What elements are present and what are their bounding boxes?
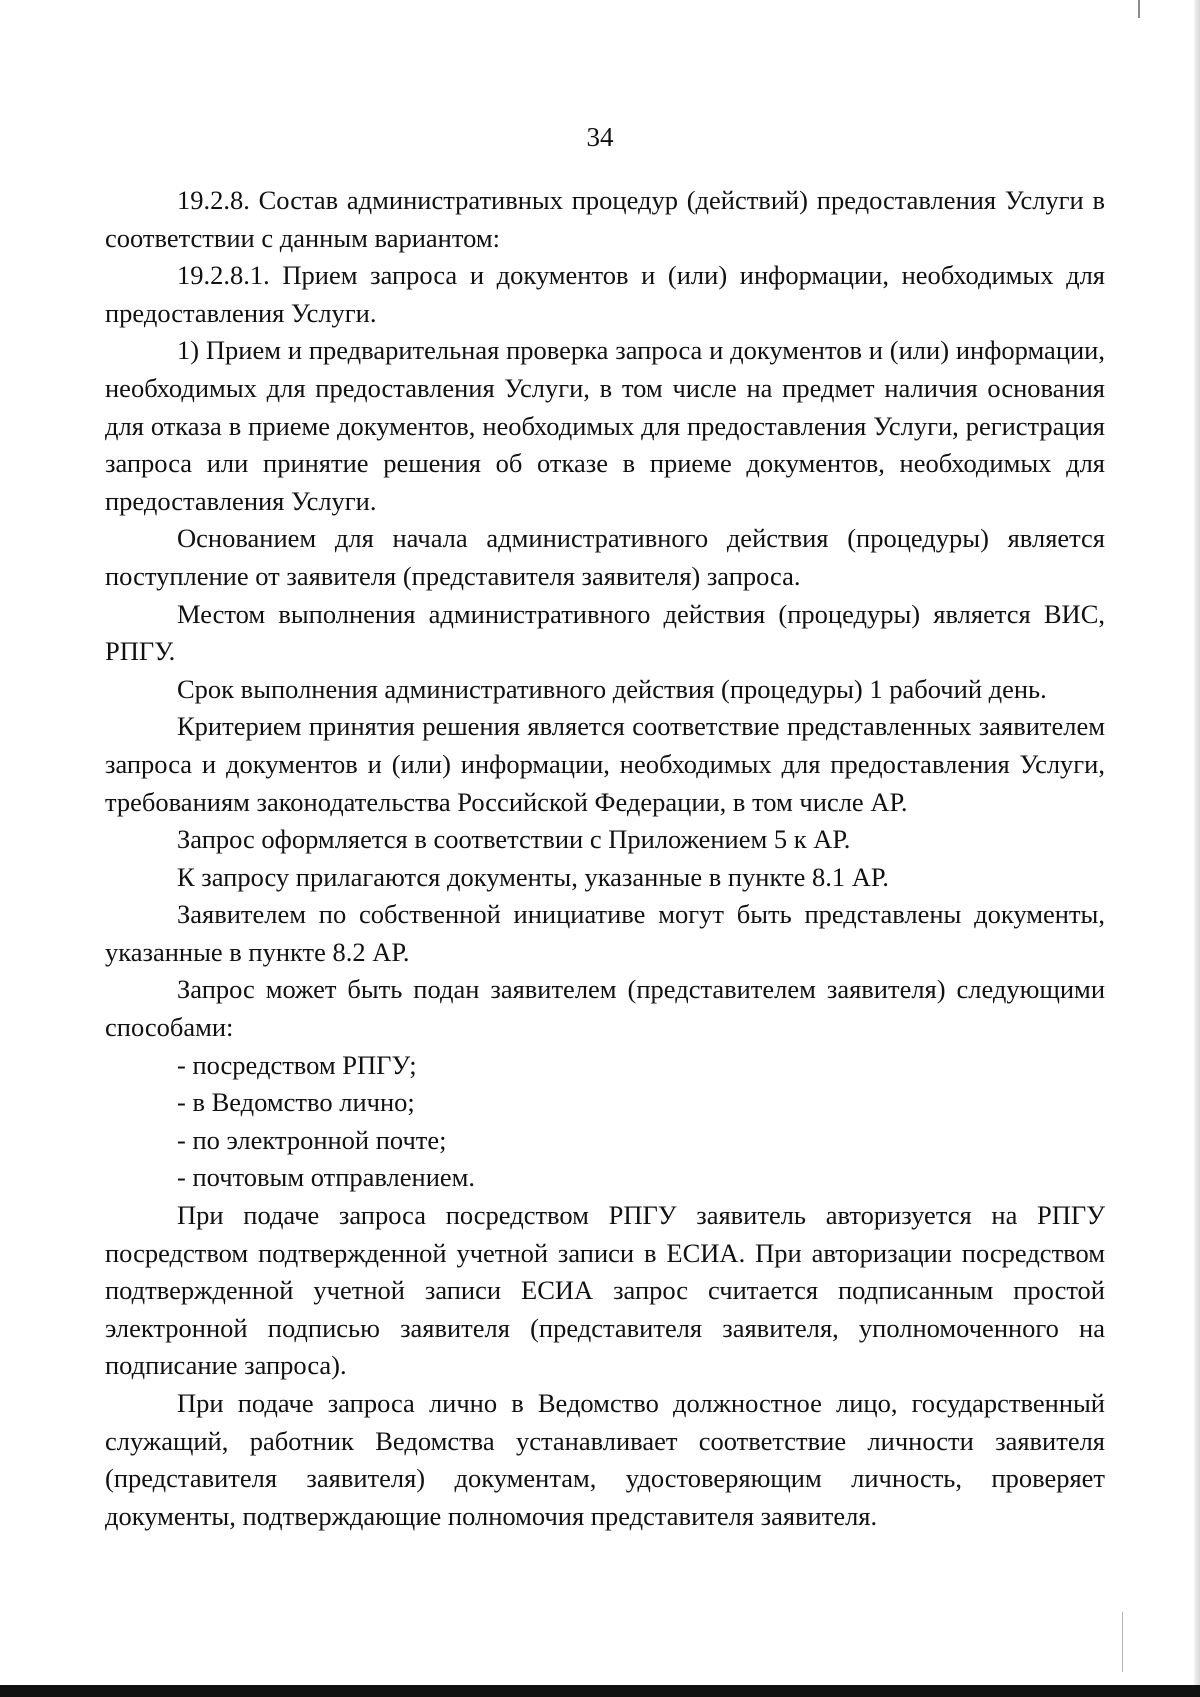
paragraph-in-person-submission: При подаче запроса лично в Ведомство должностное лицо, государственный служащий, работник Ведомства устанавливает соответствие личности заявителя (представителя заявителя) документам, удостоверяющим личность, проверяет документы, подтверждающие полномочия представителя заявителя. bbox=[105, 1388, 1105, 1531]
list-item-rpgu: - посредством РПГУ; bbox=[177, 1049, 417, 1080]
paragraph-item-1: 1) Прием и предварительная проверка запроса и документов и (или) информации, необходимых для предоставления Услуги, в том числе на предмет наличия основания для отказа в приеме документов, необходимых для предоставления Услуги, регистрация запроса или принятие решения об отказе в приеме документов, необходимых для предоставления Услуги. bbox=[105, 335, 1105, 516]
paragraph-section-heading: 19.2.8. Состав административных процедур (действий) предоставления Услуги в соответствии с данным вариантом: bbox=[105, 185, 1105, 253]
paragraph-place: Местом выполнения административного действия (процедуры) является ВИС, РПГУ. bbox=[105, 598, 1105, 667]
paragraph-own-initiative: Заявителем по собственной инициативе могут быть представлены документы, указанные в пункте 8.2 АР. bbox=[105, 899, 1105, 967]
paragraph-criterion: Критерием принятия решения является соответствие представленных заявителем запроса и документов и (или) информации, необходимых для предоставления Услуги, требованиям законодательства Российской Федерации, в том числе АР. bbox=[105, 711, 1105, 817]
list-item-in-person: - в Ведомство лично; bbox=[177, 1087, 415, 1118]
page-number: 34 bbox=[586, 122, 614, 152]
list-item-email: - по электронной почте; bbox=[177, 1124, 447, 1155]
scan-artifact-top bbox=[1138, 0, 1140, 18]
paragraph-submission-methods: Запрос может быть подан заявителем (представителем заявителя) следующими способами: bbox=[105, 974, 1105, 1043]
paragraph-basis: Основанием для начала административного действия (процедуры) является поступление от заявителя (представителя заявителя) запроса. bbox=[105, 523, 1105, 591]
document-body bbox=[105, 182, 1105, 1535]
list-item-mail: - почтовым отправлением. bbox=[177, 1162, 476, 1193]
scan-artifact-right-edge bbox=[1194, 0, 1200, 1697]
paragraph-rpgu-submission: При подаче запроса посредством РПГУ заявитель авторизуется на РПГУ посредством подтвержденной учетной записи в ЕСИА. При авторизации посредством подтвержденной учетной записи ЕСИА запрос считается подписанным простой электронной подписью заявителя (представителя заявителя, уполномоченного на подписание запроса). bbox=[105, 1200, 1105, 1381]
scan-artifact-bottom-line bbox=[1122, 1612, 1123, 1672]
scan-artifact-bottom-edge bbox=[0, 1685, 1200, 1697]
paragraph-subsection-heading: 19.2.8.1. Прием запроса и документов и (или) информации, необходимых для предоставления Услуги. bbox=[105, 260, 1105, 328]
paragraph-attachments: К запросу прилагаются документы, указанные в пункте 8.1 АР. bbox=[177, 861, 889, 892]
paragraph-term: Срок выполнения административного действия (процедуры) 1 рабочий день. bbox=[177, 673, 1047, 704]
paragraph-request-form: Запрос оформляется в соответствии с Приложением 5 к АР. bbox=[177, 824, 851, 855]
